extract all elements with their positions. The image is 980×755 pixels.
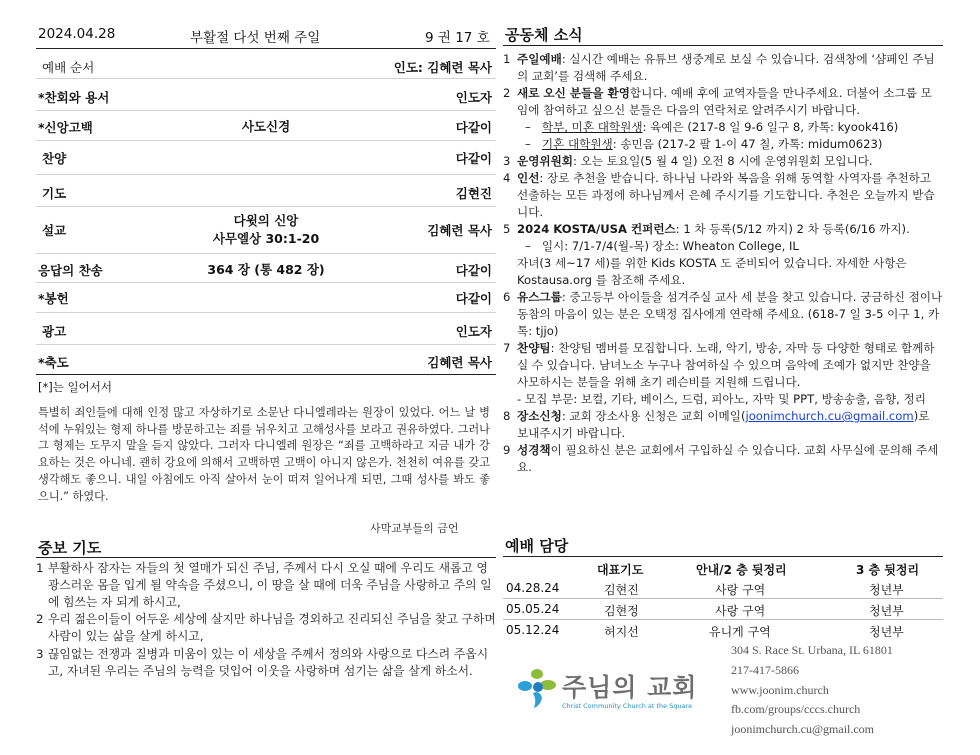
church-address: 304 S. Race St. Urbana, IL 61801 xyxy=(731,643,893,657)
duty-rule xyxy=(503,556,943,557)
news-number: 3 xyxy=(503,154,511,168)
prayer-title: 중보 기도 xyxy=(38,539,102,557)
order-item: 응답의 찬송 xyxy=(38,263,103,278)
duty-row xyxy=(503,621,943,641)
news-item xyxy=(503,289,943,340)
order-item: 찬양 xyxy=(42,151,67,166)
news-text: : 실시간 예배는 유튜브 생중계로 보실 수 있습니다. 검색창에 ‘샴페인 주님의 교회’를 검색해 주세요. xyxy=(517,52,935,83)
order-row xyxy=(36,254,496,283)
news-label: 새로 오신 분들을 환영 xyxy=(517,86,630,100)
order-item: *신앙고백 xyxy=(38,120,93,135)
bulletin-date: 2024.04.28 xyxy=(38,26,116,42)
duty-row xyxy=(503,600,943,620)
church-logo xyxy=(516,664,716,714)
order-leader: 인도자 xyxy=(455,324,492,339)
news-text: 합니다. 예배 후에 교역자들을 만나주세요. 더불어 소그룹 모임에 참여하고 싶으신 분들은 다음의 연락처로 알려주시기 바랍니다. xyxy=(517,86,932,117)
contact-text: : 송민음 (217-2 팔 1-이 47 칠, 카톡: midum0623) xyxy=(612,137,883,151)
contact-text: : 육예은 (217-8 일 9-6 일구 8, 카톡: kyook416) xyxy=(642,120,899,134)
news-number: 7 xyxy=(503,341,511,355)
story-credit: 사막교부들의 금언 xyxy=(370,522,459,535)
prayer-item xyxy=(36,560,496,610)
news-label: 성경책 xyxy=(517,443,551,457)
header-rule xyxy=(36,48,496,49)
order-item: 예배 순서 xyxy=(42,60,95,75)
news-item xyxy=(503,442,943,476)
news-item xyxy=(503,153,943,170)
worship-order xyxy=(36,52,496,375)
order-leader: 인도: 김혜련 목사 xyxy=(393,60,492,75)
news-item xyxy=(503,85,943,153)
prayer-item xyxy=(36,611,496,645)
prayer-number: 3 xyxy=(36,646,44,661)
church-email-link[interactable]: joonimchurch.cu@gmail.com xyxy=(745,409,914,423)
news-text: : 1 차 등록(5/12 까지) 2 차 등록(6/16 까지). xyxy=(675,222,910,236)
news-number: 9 xyxy=(503,443,511,457)
order-item: 기도 xyxy=(42,186,67,201)
duty-date: 05.05.24 xyxy=(506,602,560,616)
order-row xyxy=(36,111,496,141)
news-label: 주일예배 xyxy=(517,52,562,66)
sermon-passage: 사무엘상 30:1-20 xyxy=(212,231,320,246)
order-leader: 다같이 xyxy=(455,291,492,306)
contact-students: – 학부, 미혼 대학원생: 육예은 (217-8 일 9-6 일구 8, 카톡: kyook416) xyxy=(525,120,899,134)
order-leader: 인도자 xyxy=(455,90,492,105)
contact-label: 학부, 미혼 대학원생 xyxy=(541,120,643,134)
news-text: : 장로 추천을 받습니다. 하나님 나라와 복음을 위해 동역할 사역자를 추천하고 선출하는 모든 과정에 하나님께서 은혜 주시기를 기도합니다. 추천은 오늘까지 받습니다. xyxy=(517,171,935,219)
sermon-title: 다윗의 신앙 xyxy=(233,213,299,228)
duty-title: 예배 담당 xyxy=(505,537,569,555)
order-row xyxy=(36,52,496,79)
standing-note: [*]는 일어서서 xyxy=(38,380,112,394)
news-number: 2 xyxy=(503,86,511,100)
cross-logo-icon xyxy=(518,666,558,710)
duty-cleanup: 청년부 xyxy=(869,604,904,618)
news-item xyxy=(503,51,943,85)
church-contact xyxy=(731,641,893,740)
order-row xyxy=(36,283,496,313)
news-item xyxy=(503,340,943,408)
news-item xyxy=(503,221,943,289)
news-label: 인선 xyxy=(517,171,540,185)
prayer-rule xyxy=(36,557,496,558)
duty-guide: 유니게 구역 xyxy=(709,625,771,639)
duty-row xyxy=(503,579,943,599)
order-row xyxy=(36,175,496,207)
duty-header-guide: 안내/2 층 뒷정리 xyxy=(696,563,787,577)
news-text: : 찬양팀 멤버를 모집합니다. 노래, 악기, 방송, 자막 등 다양한 형태로 함께하실 수 있습니다. 남녀노소 누구나 참여하실 수 있으며 음악에 조예가 없지만 찬양을 사모하시는 분들을 위해 초기 레슨비를 지원해 드립니다. xyxy=(517,341,935,389)
duty-guide: 사랑 구역 xyxy=(715,583,766,597)
order-item: 광고 xyxy=(42,324,67,339)
bulletin-title: 부활절 다섯 번째 주일 xyxy=(190,30,321,46)
news-label: 2024 KOSTA/USA 컨퍼런스 xyxy=(517,222,676,236)
order-item: 설교 xyxy=(42,223,67,238)
news-number: 8 xyxy=(503,409,511,423)
church-phone: 217-417-5866 xyxy=(731,662,799,677)
contact-married: – 기혼 대학원생: 송민음 (217-2 팔 1-이 47 칠, 카톡: midum0623) xyxy=(525,137,883,151)
church-contact-email[interactable]: joonimchurch.cu@gmail.com xyxy=(731,722,875,737)
duty-date: 05.12.24 xyxy=(506,623,560,637)
kosta-detail-text: 일시: 7/1-7/4(월-목) 장소: Wheaton College, IL xyxy=(541,239,799,253)
church-name: 주님의 교회 xyxy=(562,673,698,702)
church-website[interactable]: www.joonim.church xyxy=(731,682,829,697)
worship-team-recruit: - 모집 부문: 보컬, 기타, 베이스, 드럼, 피아노, 자막 및 PPT, 방송송출, 음향, 정리 xyxy=(517,392,926,406)
church-name-en: Christ Community Church at the Square xyxy=(562,702,693,710)
news-label: 운영위원회 xyxy=(517,154,573,168)
contact-label: 기혼 대학원생 xyxy=(541,137,613,151)
order-leader: 김혜련 목사 xyxy=(427,355,492,370)
bulletin-header xyxy=(38,24,494,48)
order-leader: 다같이 xyxy=(455,120,492,135)
prayer-list xyxy=(36,560,496,681)
prayer-text: 부활하사 잠자는 자들의 첫 열매가 되신 주님, 주께서 다시 오실 때에 우리도 새롭고 영광스러운 몸을 입게 될 약속을 주셨으니, 이 땅을 살 때에 더욱 주님을 사랑하고 주의 일에 힘쓰는 자 되게 하시고, xyxy=(48,561,492,609)
news-item xyxy=(503,408,943,442)
order-row xyxy=(36,207,496,254)
duty-prayer: 허지선 xyxy=(604,625,639,639)
order-row xyxy=(36,345,496,375)
news-text: : 중고등부 아이들을 섬겨주실 교사 세 분을 찾고 있습니다. 궁금하신 점이나 동참의 마음이 있는 분은 오택정 집사에게 연락해 주세요. (618-7 일 3-5 이구 1, 카톡: tjjo) xyxy=(517,290,943,338)
duty-cleanup: 청년부 xyxy=(869,583,904,597)
news-label: 장소신청 xyxy=(517,409,562,423)
duty-header-prayer: 대표기도 xyxy=(597,563,644,577)
news-number: 4 xyxy=(503,171,511,185)
news-text: )로 보내주시기 바랍니다. xyxy=(517,409,930,440)
prayer-item xyxy=(36,646,496,680)
order-leader: 다같이 xyxy=(455,151,492,166)
duty-prayer: 김현진 xyxy=(604,583,639,597)
news-text: : 교회 장소사용 신청은 교회 이메일( xyxy=(561,409,746,423)
news-list xyxy=(503,51,943,476)
order-row xyxy=(36,141,496,175)
order-row xyxy=(36,79,496,111)
news-number: 6 xyxy=(503,290,511,304)
duty-guide: 사랑 구역 xyxy=(715,604,766,618)
bulletin-issue: 9 권 17 호 xyxy=(425,30,490,46)
news-number: 1 xyxy=(503,52,511,66)
news-label: 찬양팀 xyxy=(517,341,551,355)
order-bottom-rule xyxy=(36,374,496,375)
news-number: 5 xyxy=(503,222,511,236)
prayer-text: 우리 젊은이들이 어두운 세상에 살지만 하나님을 경외하고 진리되신 주님을 찾고 구하며 사람이 있는 삶을 살게 하시고, xyxy=(48,612,496,644)
duty-prayer: 김현정 xyxy=(604,604,639,618)
order-content: 사도신경 xyxy=(241,119,291,134)
order-leader: 김혜련 목사 xyxy=(427,223,492,238)
duty-cleanup: 청년부 xyxy=(869,625,904,639)
news-rule xyxy=(503,45,943,46)
news-text: 이 필요하신 분은 교회에서 구입하실 수 있습니다. 교회 사무실에 문의해 주세요. xyxy=(517,443,939,474)
duty-date: 04.28.24 xyxy=(506,581,560,595)
prayer-number: 1 xyxy=(36,561,44,575)
church-facebook[interactable]: fb.com/groups/cccs.church xyxy=(731,702,861,717)
news-text: : 오는 토요일(5 월 4 일) 오전 8 시에 운영위원회 모입니다. xyxy=(573,154,873,168)
desert-fathers-story: 특별히 죄인들에 대해 인정 많고 자상하기로 소문난 다니엘레라는 원장이 있었다. 어느 날 병석에 누워있는 형제 하나를 방문하고는 죄를 뉘우치고 고해성사를 보라고 권유하였다. 그러나 그 형제는 도무지 말을 듣지 않았다. 그러자 다니엘레 원장은 “죄를 고백하라고 지금 내가 강요하는 것은 아니네. 괜히 강요에 의해서 고백하면 고백이 아니지 않은가. 천천히 여유를 갖고 생각해도 좋으니. 내일 아침에도 아직 살아서 눈이 떠져 일어나게 되면, 그때 성사를 봐도 좋으니.” 하였다. xyxy=(38,406,490,503)
prayer-number: 2 xyxy=(36,612,44,627)
order-content: 364 장 (통 482 장) xyxy=(207,262,325,277)
order-item: *축도 xyxy=(38,355,69,370)
order-leader: 다같이 xyxy=(455,263,492,278)
order-item: *찬회와 용서 xyxy=(38,90,110,105)
news-label: 유스그룹 xyxy=(517,290,562,304)
kosta-detail: – 일시: 7/1-7/4(월-목) 장소: Wheaton College, IL xyxy=(525,239,799,253)
kosta-kids: 자녀(3 세~17 세)를 위한 Kids KOSTA 도 준비되어 있습니다. 자세한 사항은 Kostausa.org 를 참조해 주세요. xyxy=(517,256,907,287)
prayer-text: 끊임없는 전쟁과 질병과 미움이 있는 이 세상을 주께서 정의와 사랑으로 다스려 주옵시고, 자녀된 우리는 주님의 능력을 덧입어 이웃을 사랑하며 섬기는 삶을 살게 하소서. xyxy=(48,646,489,678)
news-item xyxy=(503,170,943,221)
order-leader: 김현진 xyxy=(455,186,492,201)
order-item: *봉헌 xyxy=(38,291,69,306)
news-title: 공동체 소식 xyxy=(505,26,583,44)
order-row xyxy=(36,313,496,345)
duty-header-cleanup: 3 층 뒷정리 xyxy=(856,563,920,577)
